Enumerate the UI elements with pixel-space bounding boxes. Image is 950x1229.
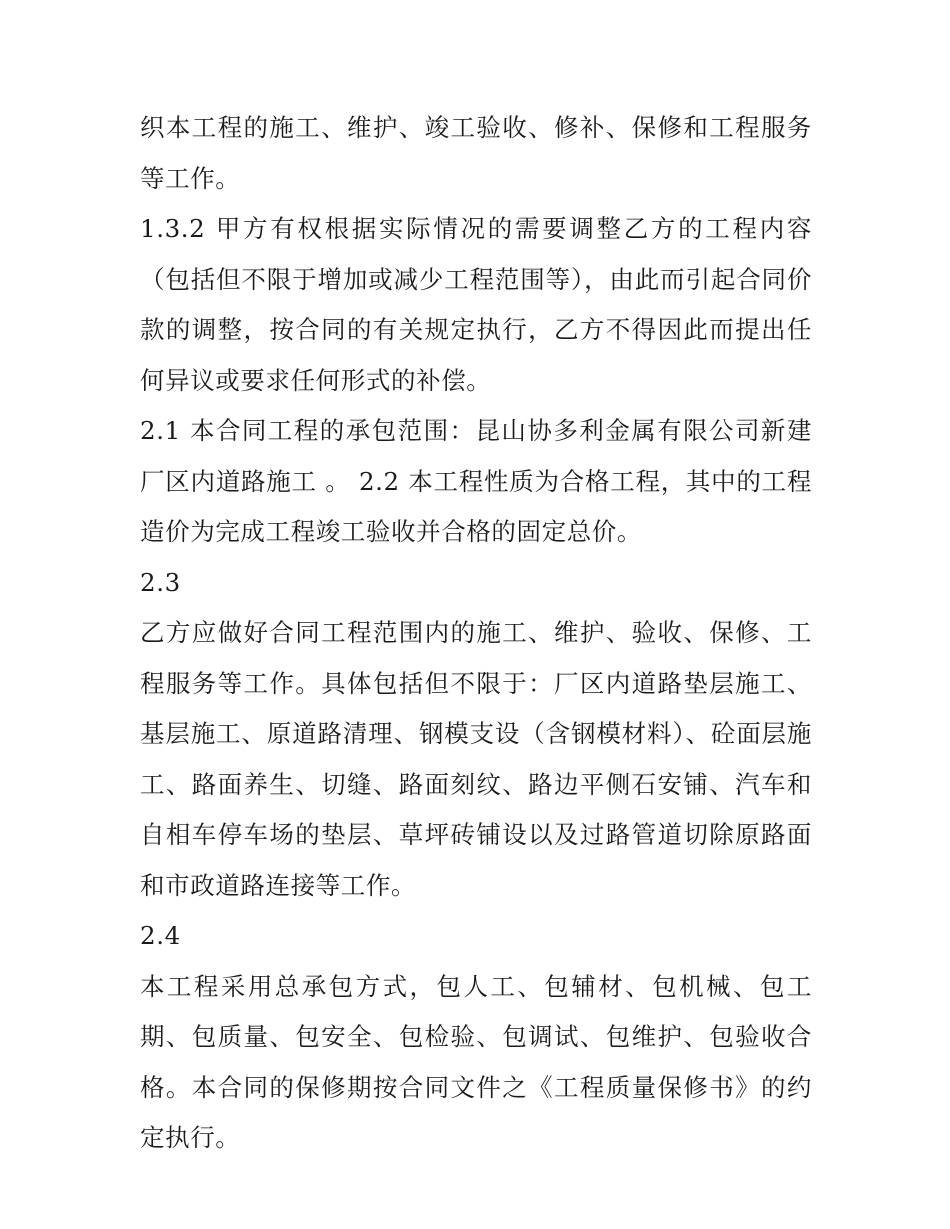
paragraph-scope-continuation: 织本工程的施工、维护、竣工验收、修补、保修和工程服务等工作。 — [140, 113, 812, 193]
section-number-2-3: 2.3 — [140, 567, 181, 597]
section-number-2-4: 2.4 — [140, 921, 181, 950]
paragraph-1-3-2: 1.3.2 甲方有权根据实际情况的需要调整乙方的工程内容（包括但不限于增加或减少工程范围等），由此而引起合同价款的调整，按合同的有关规定执行，乙方不得因此而提出任何异议或要求任何形式的补偿。 — [140, 214, 812, 395]
paragraph-2-4: 本工程采用总承包方式，包人工、包辅材、包机械、包工期、包质量、包安全、包检验、包调试、包维护、包验收合格。本合同的保修期按合同文件之《工程质量保修书》的约定执行。 — [140, 971, 812, 1152]
paragraph-2-1-2-2: 2.1 本合同工程的承包范围：昆山协多利金属有限公司新建厂区内道路施工 。 2.2 本工程性质为合格工程，其中的工程造价为完成工程竣工验收并合格的固定总价。 — [140, 416, 812, 546]
document-page — [140, 103, 812, 1164]
paragraph-2-3: 乙方应做好合同工程范围内的施工、维护、验收、保修、工程服务等工作。具体包括但不限于：厂区内道路垫层施工、基层施工、原道路清理、钢模支设（含钢模材料）、砼面层施工、路面养生、切缝、路面刻纹、路边平侧石安铺、汽车和自相车停车场的垫层、草坪砖铺设以及过路管道切除原路面和市政道路连接等工作。 — [140, 618, 812, 900]
